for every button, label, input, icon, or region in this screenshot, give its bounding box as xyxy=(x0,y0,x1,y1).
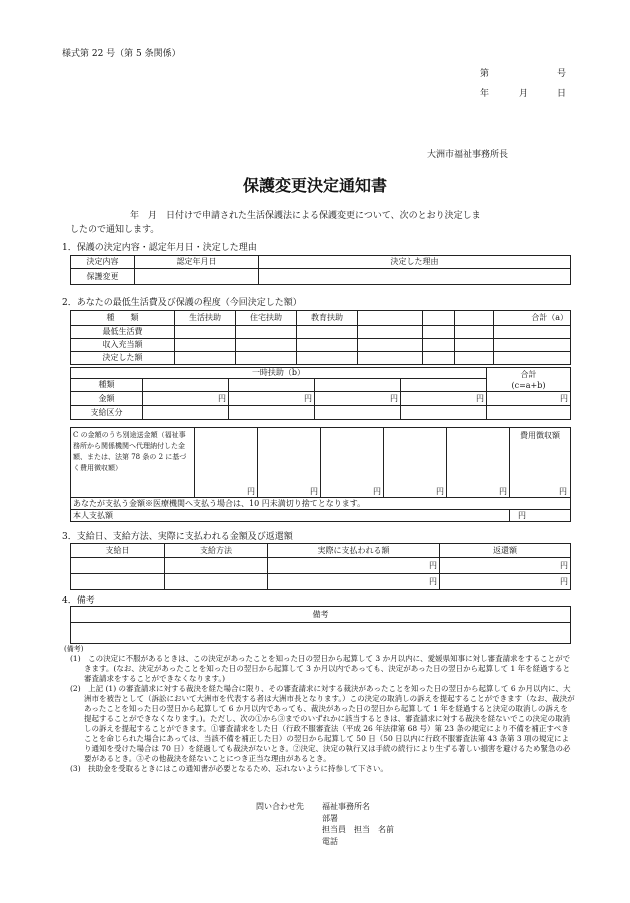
yen-unit: 円 xyxy=(518,510,526,520)
approval-date-cell xyxy=(135,269,259,285)
fee-collection-cell xyxy=(510,428,571,498)
total-formula: (c=a+b) xyxy=(511,380,546,390)
contact-phone: 電話 xyxy=(322,836,338,846)
yen-unit: 円 xyxy=(321,428,384,498)
yen-unit: 円 xyxy=(384,428,447,498)
yen-unit: 円 xyxy=(268,558,440,574)
total-c-header xyxy=(487,368,571,392)
yen-unit: 円 xyxy=(229,392,315,406)
col-pay-method: 支給方法 xyxy=(165,544,268,558)
section-2-heading: 2．あなたの最低生活費及び保護の程度（今回決定した額） xyxy=(62,298,302,308)
row-decided-amount: 決定した額 xyxy=(71,352,175,365)
col-total-a: 合計（a） xyxy=(494,311,571,326)
row-temp-category: 支給区分 xyxy=(71,406,143,420)
fee-collection-label: 費用徴収額 xyxy=(520,431,560,440)
total-label: 合計 xyxy=(520,369,537,379)
temporary-aid-label: 一時扶助（b） xyxy=(71,368,487,379)
row-min-living-cost: 最低生活費 xyxy=(71,326,175,339)
self-pay-yen xyxy=(510,510,571,522)
yen-unit: 円 xyxy=(440,558,571,574)
date-month-label: 月 xyxy=(519,89,529,99)
section-3-heading: 3．支給日、支給方法、実際に支払われる金額及び返還額 xyxy=(62,532,293,542)
contact-person: 担当員 担当 名前 xyxy=(322,825,394,834)
col-refund: 返還額 xyxy=(440,544,571,558)
yen-unit: 円 xyxy=(447,428,510,498)
col-decision-content: 決定内容 xyxy=(71,256,135,269)
yen-unit: 円 xyxy=(315,392,401,406)
decision-value: 保護変更 xyxy=(71,269,135,285)
section-4-heading: 4．備考 xyxy=(62,596,95,606)
decision-reason-cell xyxy=(259,269,571,285)
decision-table xyxy=(70,255,571,285)
row-income: 収入充当額 xyxy=(71,339,175,352)
yen-unit: 円 xyxy=(559,487,567,496)
col-actual-amount: 実際に支払われる額 xyxy=(268,544,440,558)
separate-remittance-label: C の金額のうち別途送金額（福祉事務所から関係機関へ代理納付した金額、または、法第 78 条の 2 に基づく費用徴収額） xyxy=(71,428,195,498)
self-pay-label: 本人支払額 xyxy=(71,510,510,522)
row-temp-kind: 種類 xyxy=(71,379,143,392)
contact-dept: 部署 xyxy=(322,813,338,823)
col-kind: 種 類 xyxy=(71,311,175,326)
payment-table xyxy=(70,543,571,590)
remark-2: (2) 上記 (1) の審査請求に対する裁決を経た場合に限り、その審査請求に対する裁決があったことを知った日の翌日から起算して 6 か月以内に、大洲市を被告として（訴訟において大洲市を代表する者は大洲市長となります。）この決定の取消しの訴えを提起することができます（なお、裁決があったことを知った日の翌日から起算して 6 か月以内であっても、裁決があった日の翌日から起算して 1 年を経過すると決定の取消しの訴えを提起することができなくなります。)。ただし、次の①から③までのいずれかに該当するときは、審査請求に対する裁決を経ないでこの決定の取消しの訴えを提起することができます。①審査請求をした日（行政不服審査法（平成 26 年法律第 68 号）第 23 条の規定により不備を補正すべきことを命じられた場合にあっては、当該不備を補正した日）の翌日から起算して 50 日（50 日以内に行政不服審査法第 43 条第 3 項の規定により通知を受けた場合は 70 日）を経過しても裁決がないとき。②決定、決定の執行又は手続の続行により生ずる著しい損害を避けるため緊急の必要があるとき。③その他裁決を経ないことにつき正当な理由があるとき。 xyxy=(70,684,575,763)
page-title: 保護変更決定通知書 xyxy=(242,176,387,195)
yen-unit: 円 xyxy=(143,392,229,406)
yen-unit: 円 xyxy=(258,428,321,498)
number-label-right: 号 xyxy=(557,69,567,79)
remarks-body xyxy=(70,654,575,774)
notes-cell xyxy=(71,623,571,644)
yen-unit: 円 xyxy=(487,392,571,406)
col-housing-aid: 住宅扶助 xyxy=(236,311,297,326)
living-cost-table xyxy=(70,310,571,365)
number-label-left: 第 xyxy=(480,69,490,79)
form-number: 様式第 22 号（第 5 条関係） xyxy=(62,49,181,59)
remittance-table xyxy=(70,427,571,522)
intro-line-2: したので通知します。 xyxy=(70,225,160,235)
yen-unit: 円 xyxy=(268,574,440,590)
contact-label: 問い合わせ先 xyxy=(256,802,304,811)
col-decision-reason: 決定した理由 xyxy=(259,256,571,269)
col-pay-date: 支給日 xyxy=(71,544,165,558)
col-notes: 備考 xyxy=(71,607,571,623)
remark-3: (3) 扶助金を受取るときにはこの通知書が必要となるため、忘れないように持参して下さい。 xyxy=(70,764,388,773)
yen-unit: 円 xyxy=(440,574,571,590)
remark-1: (1) この決定に不服があるときは、この決定があったことを知った日の翌日から起算して 3 か月以内に、愛媛県知事に対し審査請求をすることができます。(なお、決定があったことを知った日の翌日から起算して 3 か月以内であっても、決定があった日の翌日から起算して 1 年を経過すると審査請求をすることができなくなります。) xyxy=(70,654,571,683)
yen-unit: 円 xyxy=(195,428,258,498)
date-day-label: 日 xyxy=(557,89,567,99)
date-year-label: 年 xyxy=(480,89,490,99)
sender: 大洲市福祉事務所長 xyxy=(427,150,509,160)
notes-table xyxy=(70,606,571,644)
temporary-aid-table xyxy=(70,367,571,420)
col-living-aid: 生活扶助 xyxy=(175,311,236,326)
payment-note: あなたが支払う金額※医療機関へ支払う場合は、10 円未満切り捨てとなります。 xyxy=(71,498,571,510)
col-education-aid: 教育扶助 xyxy=(297,311,358,326)
row-temp-amount: 金額 xyxy=(71,392,143,406)
remarks-label: (備考) xyxy=(64,645,84,653)
contact-block xyxy=(322,801,394,847)
section-1-heading: 1．保護の決定内容・認定年月日・決定した理由 xyxy=(62,243,257,253)
col-approval-date: 認定年月日 xyxy=(135,256,259,269)
contact-office: 福祉事務所名 xyxy=(322,802,370,811)
yen-unit: 円 xyxy=(401,392,487,406)
intro-line-1: 年 月 日付けで申請された生活保護法による保護変更について、次のとおり決定しま xyxy=(130,211,481,221)
